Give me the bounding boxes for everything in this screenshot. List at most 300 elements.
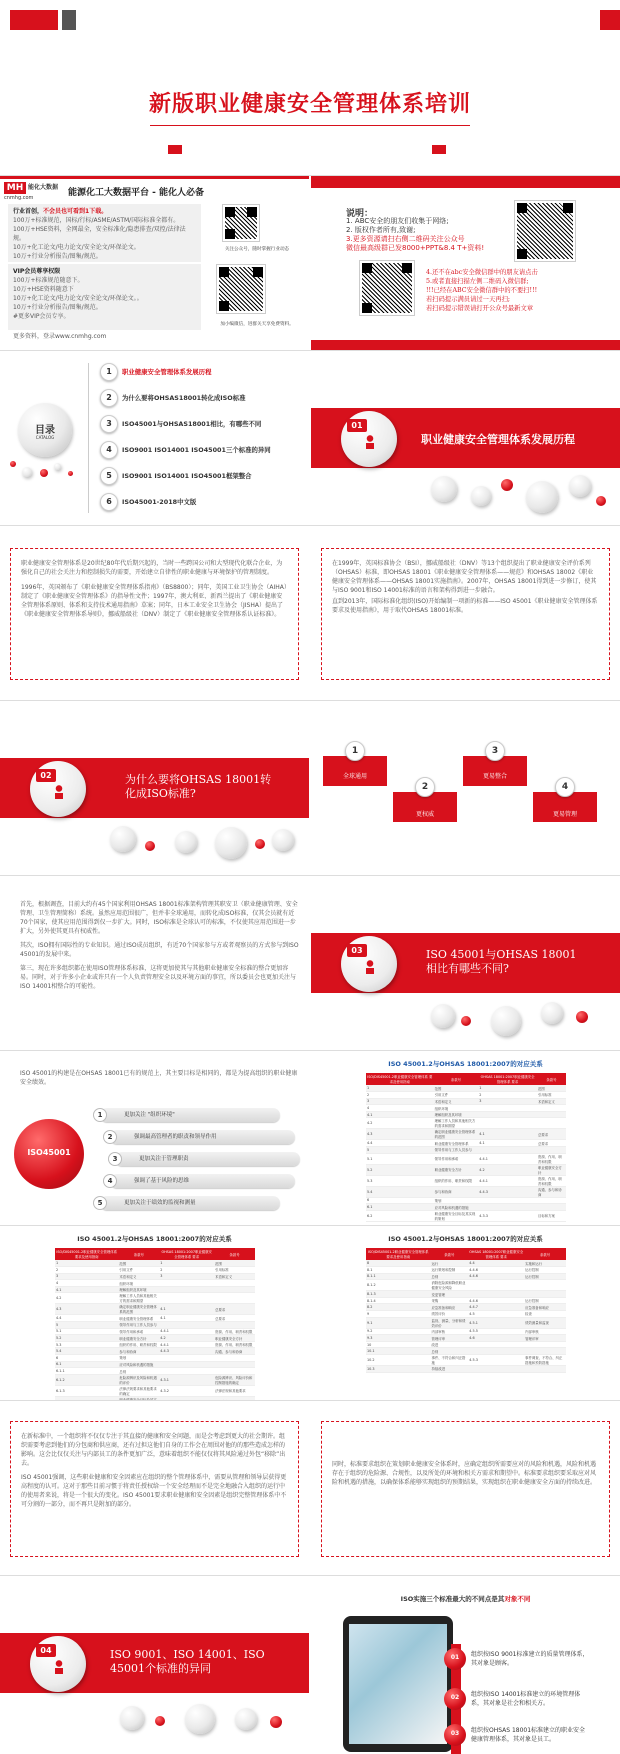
deco-dot xyxy=(22,467,32,477)
table-row xyxy=(366,1280,566,1291)
toc-text: ISO45001-2018中文版 xyxy=(122,498,197,506)
table-cell xyxy=(159,1286,214,1293)
paragraph: 其次，ISO拥有国际性的专业知识。通过ISO成员组织，有近70个国家参与方或者观察员的方式参与到ISO 45001的发展中来。 xyxy=(20,942,299,958)
table-cell xyxy=(524,1366,566,1373)
table-cell: 6.1.2 xyxy=(55,1374,118,1385)
table-cell: 引用文件 xyxy=(118,1267,159,1274)
table-row xyxy=(366,1129,566,1140)
paragraph: 直到2013年，国际标准化组织(ISO)开始编制一项新的标准——ISO 45001《职业健康安全管理体系 要求及使用指南》，用于取代OHSAS 18001标准。 xyxy=(332,598,598,614)
table-cell xyxy=(214,1355,255,1362)
item-text: 组织按OHSAS 18001标准建立的职业安全健康管理体系，其对象是员工。 xyxy=(471,1727,586,1743)
table-cell xyxy=(159,1361,214,1368)
table-cell: 术语和定义 xyxy=(118,1273,159,1280)
deco-sphere xyxy=(576,1011,588,1023)
table-cell: 8.1.4 xyxy=(366,1297,431,1304)
cover-deco-corner xyxy=(600,10,620,30)
paragraph: ISO 45001强调，这些职业健康和安全因素应在组织的整个管理体系中，需要从管理和领导层获得更高程度的认可。这对于那些目前习惯于将责任授权给一个安全经理而不是完全地融合入组织的运行中的使用者来说，将是一个很大的变化。ISO 45001要求职业健康和安全因素是组织完整管理体系中不可分割的一部分，而不再只是附加的部分。 xyxy=(21,1474,287,1508)
table-cell: 9 xyxy=(366,1311,431,1318)
promo-line: 100万+标准规范，国标/行标/ASME/ASTM/国际标准全都有。 xyxy=(13,217,180,224)
ad-promo-box xyxy=(8,204,201,262)
reason-number: 2 xyxy=(415,777,435,797)
table-cell: 4.3.2 xyxy=(159,1385,214,1396)
table-cell: 1 xyxy=(55,1260,118,1267)
table-cell: 4.2 xyxy=(55,1293,118,1304)
deco-sphere xyxy=(596,496,606,506)
correspondence-table-slide-3 xyxy=(311,1226,620,1400)
qr-code-group[interactable] xyxy=(359,260,415,316)
diff-item xyxy=(100,1108,280,1122)
table-cell: 总要求 xyxy=(537,1140,566,1147)
table-cell: 8.1.1 xyxy=(366,1273,431,1280)
table-cell: 危险源辨识及风险和机遇的评价 xyxy=(118,1374,159,1385)
table-cell: 检查 xyxy=(524,1311,566,1318)
table-cell: 4.4.3 xyxy=(478,1186,537,1197)
table-cell: 2 xyxy=(55,1267,118,1274)
table-cell: 应急准备和响应 xyxy=(431,1304,469,1311)
deco-sphere xyxy=(431,1004,455,1028)
deco-sphere xyxy=(215,827,247,859)
logo-text: 能化大数据 xyxy=(28,184,59,191)
table-row xyxy=(55,1361,255,1368)
table-cell xyxy=(468,1348,524,1355)
section-badge xyxy=(30,1636,86,1692)
diff-number: 2 xyxy=(103,1130,117,1144)
diff-text: 更加关注 "组织环境" xyxy=(124,1112,175,1118)
table-cell: 4.5.3 xyxy=(468,1355,524,1366)
table-cell: 管理评审 xyxy=(431,1335,469,1342)
qr1-caption: 关注公众号，随时掌握行业动态 xyxy=(224,247,290,252)
vip-title: VIP会员尊享权限 xyxy=(13,268,61,275)
table-cell: 理解组织及其环境 xyxy=(434,1111,479,1118)
table-cell: 2 xyxy=(478,1092,537,1099)
reasons-text-slide xyxy=(0,876,309,1050)
intro-text: ISO 45001的构建是在OHSAS 18001已有的规范上，其主要目标是相同的，都是为提高组织的职业健康安全绩效。 xyxy=(20,1070,298,1086)
toc-number: 3 xyxy=(100,415,118,433)
table-cell: 范围 xyxy=(118,1260,159,1267)
paragraph: 1996年，英国颁布了《职业健康安全管理体系指南》（BS8800）；同年，美国工业卫生协会（AIHA）制定了《职业健康安全管理体系》的指导性文件；1997年，澳大利亚、新西兰提出了《职业健康安全管理体系原则、体系和支持技术通用指南》草案；同年，日本工业安全卫生协会（JISHA）提出了《职业健康安全管理体系导则》，挪威船级社（DNV）制定了《职业健康安全管理体系认证标准》。 xyxy=(21,584,287,618)
table-cell: 4.5.5 xyxy=(468,1328,524,1335)
table-row xyxy=(55,1267,255,1274)
table-cell xyxy=(478,1204,537,1211)
table-cell: 8.1.3 xyxy=(366,1291,431,1298)
deco-sphere xyxy=(270,1716,282,1728)
table-cell: 6.1.3 xyxy=(55,1385,118,1396)
table-cell: 职业健康安全目标及其实现的策划 xyxy=(434,1210,479,1221)
section-number: 04 xyxy=(36,1644,56,1657)
table-cell: 引用标准 xyxy=(537,1092,566,1099)
table-cell: 4.4.6 xyxy=(468,1273,524,1280)
table-cell: 资源、作用、职责和权限 xyxy=(537,1153,566,1164)
table-cell xyxy=(524,1280,566,1291)
qr-code-editor-wechat[interactable] xyxy=(216,264,266,314)
cover-slide xyxy=(0,0,620,175)
table-row xyxy=(55,1322,255,1329)
table-cell: 职业健康安全方针 xyxy=(434,1164,479,1175)
deco-sphere xyxy=(461,1016,471,1026)
table-cell xyxy=(214,1368,255,1375)
table-cell: 4.1 xyxy=(478,1140,537,1147)
table-cell: 管理评审 xyxy=(524,1335,566,1342)
red-note: 若扫码提示满员请过一天再扫; xyxy=(426,296,510,303)
table-cell: 5.1 xyxy=(55,1328,118,1335)
table-cell: 4.1 xyxy=(366,1111,434,1118)
table-cell: 4.3 xyxy=(55,1304,118,1315)
correspondence-table xyxy=(366,1248,566,1373)
table-cell: 4.4.6 xyxy=(468,1267,524,1274)
vip-line: 100万+标准规范随意下。 xyxy=(13,277,84,284)
table-header-cell: ISO/DIS45001.2职业健康安全管理体系 要求及使用指南 xyxy=(56,1250,118,1259)
more-link[interactable]: 更多资料，登录www.cnmhg.com xyxy=(13,333,107,340)
reason-number: 3 xyxy=(485,741,505,761)
industry-title: 行业首创， xyxy=(13,208,44,215)
diff-number: 4 xyxy=(103,1174,117,1188)
worker-icon xyxy=(363,960,377,974)
table-cell: 确定职业健康安全管理体系的范围 xyxy=(118,1304,159,1315)
table-row xyxy=(366,1092,566,1099)
table-row xyxy=(55,1280,255,1287)
toc-text: ISO9001 ISO14001 ISO45001三个标准的异同 xyxy=(122,446,271,454)
table-cell: 4 xyxy=(366,1105,434,1112)
table-cell: 4.6 xyxy=(468,1335,524,1342)
table-cell xyxy=(159,1368,214,1375)
table-header-row xyxy=(55,1248,255,1260)
table-cell xyxy=(214,1361,255,1368)
table-cell: 资源、作用、职责和权限 xyxy=(537,1175,566,1186)
table-cell xyxy=(524,1341,566,1348)
section-02-slide xyxy=(0,701,309,875)
promo-line: 100万+HSE资料，全网最全，安全标准化/隐患排查/双控/法律法规。 xyxy=(13,226,186,242)
ad-right-red-lines xyxy=(426,268,616,313)
table-row xyxy=(366,1147,566,1154)
vip-more: #更多VIP会员专享。 xyxy=(13,313,70,320)
red-note: 4.还不在abc安全微信群中的朋友请点击 xyxy=(426,269,538,276)
table-header-cell: 条款号 xyxy=(524,1248,566,1260)
reason-number: 4 xyxy=(555,777,575,797)
table-cell: 8.1 xyxy=(366,1267,431,1274)
toc-label: 目录 xyxy=(35,425,55,436)
table-cell: 理解组织及其环境 xyxy=(118,1286,159,1293)
table-cell: 4.4.3 xyxy=(159,1348,214,1355)
ad-right-title: 说明： xyxy=(346,209,374,219)
table-cell: 变更管理 xyxy=(431,1291,469,1298)
table-cell: 法律法规和其他要求 xyxy=(214,1385,255,1396)
table-cell: 4.2 xyxy=(159,1335,214,1342)
logo-url[interactable]: cnmhg.com xyxy=(4,195,34,201)
table-cell: 采购 xyxy=(431,1297,469,1304)
promo-line: 10万+行业分析报告/图集/规范。 xyxy=(13,253,102,260)
table-header-cell: ISO/DIS45001.2职业健康安全管理体系 要求及使用指南 xyxy=(367,1250,429,1259)
table-cell: 1 xyxy=(159,1260,214,1267)
table-cell: 职业健康安全方针 xyxy=(118,1335,159,1342)
table-row xyxy=(366,1328,566,1335)
table-cell: 参与和协商 xyxy=(118,1348,159,1355)
table-cell: 4.1 xyxy=(159,1304,214,1315)
table-cell: 领导作用和承诺 xyxy=(118,1328,159,1335)
toc-text: ISO9001 ISO14001 ISO45001框架整合 xyxy=(122,472,252,480)
table-row xyxy=(366,1105,566,1112)
paragraph: 第三，现在许多组织都在使用ISO管理体系标准，这将更加使其与其他职业健康安全标准的整合更加容易。同时，对于许多小企业或许只有一个人负责管理安全以及环境方面的事宜，所以委员会也更加关注与ISO 14001相整合的可能性。 xyxy=(20,965,297,990)
table-cell: 绩效测量和监视 xyxy=(524,1317,566,1328)
cover-title: 新版职业健康安全管理体系培训 xyxy=(148,92,471,117)
table-cell: 运行策划和控制 xyxy=(431,1267,469,1274)
section-03-slide xyxy=(311,876,620,1050)
table-row xyxy=(366,1267,566,1274)
table-cell: 组织的作用、职责和权限 xyxy=(434,1175,479,1186)
reasons-slide xyxy=(311,701,620,875)
cover-deco-grey-block xyxy=(62,10,76,30)
diff-number: 1 xyxy=(93,1108,107,1122)
table-cell: 9.3 xyxy=(366,1335,431,1342)
table-cell: 领导作用与工作人员参与 xyxy=(434,1147,479,1154)
table-cell: 4 xyxy=(55,1280,118,1287)
table-cell: 5 xyxy=(366,1147,434,1154)
table-cell: 8.1.2 xyxy=(366,1280,431,1291)
table-header-cell: 条款号 xyxy=(434,1073,479,1085)
ad-left xyxy=(0,176,309,350)
table-cell: 领导作用和承诺 xyxy=(434,1153,479,1164)
table-cell xyxy=(478,1147,537,1154)
table-cell: 3 xyxy=(478,1098,537,1105)
table-row xyxy=(55,1374,255,1385)
table-cell: 组织的作用、职责和权限 xyxy=(118,1341,159,1348)
deco-sphere xyxy=(541,1002,563,1024)
deco-sphere xyxy=(175,831,197,853)
worker-icon xyxy=(52,1660,66,1674)
table-cell: 范围 xyxy=(214,1260,255,1267)
cover-deco-small-left xyxy=(168,145,182,154)
ad-right-top-bar xyxy=(311,176,620,188)
table-row xyxy=(366,1297,566,1304)
deco-sphere xyxy=(120,1706,144,1730)
diff-text: 更加关注于绩效的监视和测量 xyxy=(124,1200,196,1206)
table-cell: 6 xyxy=(366,1197,434,1204)
note-line: 微信最高级群已发8000+PPT&8.4 T+资料! xyxy=(346,244,485,252)
new-standard-text-slide xyxy=(0,1401,309,1575)
table-cell: 总要求 xyxy=(214,1304,255,1315)
table-cell: 4.4.1 xyxy=(159,1341,214,1348)
section-number: 01 xyxy=(347,419,367,432)
table-cell xyxy=(478,1105,537,1112)
toc-item[interactable] xyxy=(100,363,300,383)
table-row xyxy=(366,1291,566,1298)
table-row xyxy=(366,1140,566,1147)
table-row xyxy=(55,1328,255,1335)
correspondence-table xyxy=(55,1248,255,1408)
table-header-cell: 条款号 xyxy=(214,1248,255,1260)
table-cell: 9.2 xyxy=(366,1328,431,1335)
table-cell: 总则 xyxy=(431,1273,469,1280)
toc-item[interactable] xyxy=(100,467,300,487)
text-frame xyxy=(10,548,299,680)
object-difference-slide xyxy=(311,1576,620,1754)
table-cell: 10 xyxy=(366,1341,431,1348)
table-row xyxy=(366,1335,566,1342)
note-line: 2. 版权作者所有,致谢; xyxy=(346,226,416,234)
table-cell: 运行控制 xyxy=(524,1273,566,1280)
table-header-row xyxy=(366,1073,566,1085)
table-cell: 10.3 xyxy=(366,1366,431,1373)
table-cell: 4.5 xyxy=(468,1311,524,1318)
table-cell xyxy=(468,1291,524,1298)
table-row xyxy=(55,1355,255,1362)
table-header-cell: OHSAS 18001:2007职业健康安全管理体系 要求 xyxy=(159,1248,214,1260)
table-row xyxy=(366,1153,566,1164)
diff-item xyxy=(110,1130,295,1144)
table-cell: 10.2 xyxy=(366,1355,431,1366)
table-row xyxy=(366,1348,566,1355)
note-line: 3.更多资源请扫右侧二维码关注公众号 xyxy=(346,235,465,243)
table-cell: 危险源辨识、风险评价和控制措施的确定 xyxy=(214,1374,255,1385)
table-wrap xyxy=(55,1248,255,1408)
toc-item[interactable] xyxy=(100,493,300,513)
table-cell: 内部审核 xyxy=(524,1328,566,1335)
table-cell: 理解工作人员和其他相关方的需求和期望 xyxy=(434,1118,479,1129)
toc-item[interactable] xyxy=(100,389,300,409)
item-number: 01 xyxy=(450,1654,460,1661)
table-row xyxy=(366,1118,566,1129)
table-cell: 4.1 xyxy=(159,1315,214,1322)
table-cell xyxy=(537,1111,566,1118)
deco-sphere xyxy=(491,1006,521,1036)
toc-number: 2 xyxy=(100,389,118,407)
table-cell: 5.1 xyxy=(366,1153,434,1164)
table-cell: 运行控制 xyxy=(524,1297,566,1304)
table-row xyxy=(55,1273,255,1280)
vip-line: 10万+行业分析报告/图集/规范。 xyxy=(13,304,102,311)
item-text: 组织按ISO 9001标准建立的质量管理体系，其对象是顾客。 xyxy=(471,1651,589,1667)
table-cell: 5.2 xyxy=(55,1335,118,1342)
toc-item[interactable] xyxy=(100,415,300,435)
worker-icon xyxy=(52,785,66,799)
table-cell xyxy=(159,1280,214,1287)
iso45001-diff-slide xyxy=(0,1051,309,1225)
table-row xyxy=(366,1186,566,1197)
table-cell xyxy=(159,1293,214,1304)
table-row xyxy=(366,1273,566,1280)
deco-sphere xyxy=(145,841,155,851)
table-cell: 6.1.1 xyxy=(55,1368,118,1375)
table-cell: 4.4.1 xyxy=(159,1328,214,1335)
table-cell: 1 xyxy=(478,1085,537,1092)
diff-text: 强调最高管理者的职责和领导作用 xyxy=(134,1134,217,1140)
table-cell: 1 xyxy=(366,1085,434,1092)
table-cell: 内部审核 xyxy=(431,1328,469,1335)
table-row xyxy=(366,1341,566,1348)
table-row xyxy=(55,1335,255,1342)
table-cell: 4.4 xyxy=(55,1315,118,1322)
toc-text: ISO45001与OHSAS18001相比，有哪些不同 xyxy=(122,420,262,428)
toc-item[interactable] xyxy=(100,441,300,461)
table-cell: 组织环境 xyxy=(118,1280,159,1287)
reason-label: 更权威 xyxy=(415,811,434,818)
table-row xyxy=(366,1197,566,1204)
iso45001-label: ISO45001 xyxy=(27,1148,71,1157)
vip-box xyxy=(8,264,201,330)
history-text-slide-1 xyxy=(0,526,309,700)
table-cell: 持续改进 xyxy=(431,1366,469,1373)
table-row xyxy=(366,1204,566,1211)
diff-item xyxy=(110,1174,295,1188)
table-row xyxy=(366,1085,566,1092)
red-note: 若扫码提示错误请打开公众号最新文章 xyxy=(426,305,534,312)
cover-underline xyxy=(150,125,470,126)
table-row xyxy=(366,1260,566,1267)
table-cell: 3 xyxy=(55,1273,118,1280)
risk-text-slide xyxy=(311,1401,620,1575)
table-header-cell: OHSAS 18001:2007职业健康安全管理体系 要求 xyxy=(469,1250,524,1259)
qr-code-wechat-account[interactable] xyxy=(222,204,260,242)
tablet-device xyxy=(343,1616,453,1752)
toc-number: 5 xyxy=(100,467,118,485)
table-cell: 绩效评价 xyxy=(431,1311,469,1318)
section-number: 03 xyxy=(347,944,367,957)
table-cell: 4.4.6 xyxy=(468,1297,524,1304)
table-header-cell: 条款号 xyxy=(537,1073,566,1085)
table-cell: 策划 xyxy=(434,1197,479,1204)
table-cell: 3 xyxy=(159,1273,214,1280)
table-cell: 术语和定义 xyxy=(214,1273,255,1280)
qr-code-public-account[interactable] xyxy=(514,200,576,262)
slide-title xyxy=(311,1594,620,1603)
table-cell: 法律法规要求和其他要求的确定 xyxy=(118,1385,159,1396)
item-number: 02 xyxy=(450,1694,460,1701)
table-row xyxy=(366,1111,566,1118)
table-row xyxy=(366,1164,566,1175)
table-cell: 4.4.7 xyxy=(468,1304,524,1311)
table-cell: 运行控制 xyxy=(524,1267,566,1274)
table-row xyxy=(55,1348,255,1355)
deco-sphere xyxy=(272,829,294,851)
table-cell xyxy=(537,1105,566,1112)
table-cell: 总要求 xyxy=(214,1315,255,1322)
table-header-cell: ISO/DIS45001.2职业健康安全管理体系 要求及使用指南 xyxy=(367,1075,433,1084)
table-cell xyxy=(478,1197,537,1204)
table-cell: 4.4 xyxy=(366,1140,434,1147)
table-cell: 4.4 xyxy=(468,1260,524,1267)
table-row xyxy=(366,1366,566,1373)
table-header-cell: OHSAS 18001:2007职业健康安全管理体系 要求 xyxy=(478,1073,537,1085)
table-cell: 4.3.3 xyxy=(478,1210,537,1221)
table-cell xyxy=(537,1118,566,1129)
table-cell xyxy=(159,1322,214,1329)
table-cell: 领导作用与工作人员参与 xyxy=(118,1322,159,1329)
table-row xyxy=(55,1368,255,1375)
table-cell: 组织环境 xyxy=(434,1105,479,1112)
section-01-slide xyxy=(311,351,620,525)
table-cell: 总则 xyxy=(431,1348,469,1355)
table-cell: 资源、作用、职责和权限 xyxy=(214,1328,255,1335)
section-badge xyxy=(341,936,397,992)
table-row xyxy=(55,1385,255,1396)
table-cell: 6.1 xyxy=(55,1361,118,1368)
section-title: ISO 45001与OHSAS 18001相比有哪些不同? xyxy=(426,948,577,975)
vip-line: 10万+化工论文/电力论文/安全论文/环保论文。。 xyxy=(13,295,143,302)
table-wrap xyxy=(366,1073,566,1222)
table-cell: 4.2 xyxy=(478,1164,537,1175)
table-cell xyxy=(159,1355,214,1362)
table-cell: 引用文件 xyxy=(434,1092,479,1099)
table-cell: 职业健康安全方针 xyxy=(214,1335,255,1342)
paragraph: 同时，标准要求组织在策划职业健康安全体系时，应确定组织所需要应对的风险和机遇，风险和机遇存在于组织的危险源、合规性，以及所处的环境和相关方需求和期望中。标准要求组织要采取应对风险和机遇的措施，以确保体系能够实现组织的预期结果，实现组织在职业健康安全方面的持续改进。 xyxy=(332,1461,597,1486)
toc-text: 职业健康安全管理体系发展历程 xyxy=(122,368,212,376)
table-cell: 监视、测量、分析和绩效评价 xyxy=(431,1317,469,1328)
table-cell: 4.3 xyxy=(366,1129,434,1140)
table-cell xyxy=(524,1291,566,1298)
table-header-cell: 条款号 xyxy=(431,1248,469,1260)
table-title: ISO 45001.2与OHSAS 18001:2007的对应关系 xyxy=(388,1235,543,1243)
table-cell xyxy=(478,1118,537,1129)
table-row xyxy=(55,1260,255,1267)
